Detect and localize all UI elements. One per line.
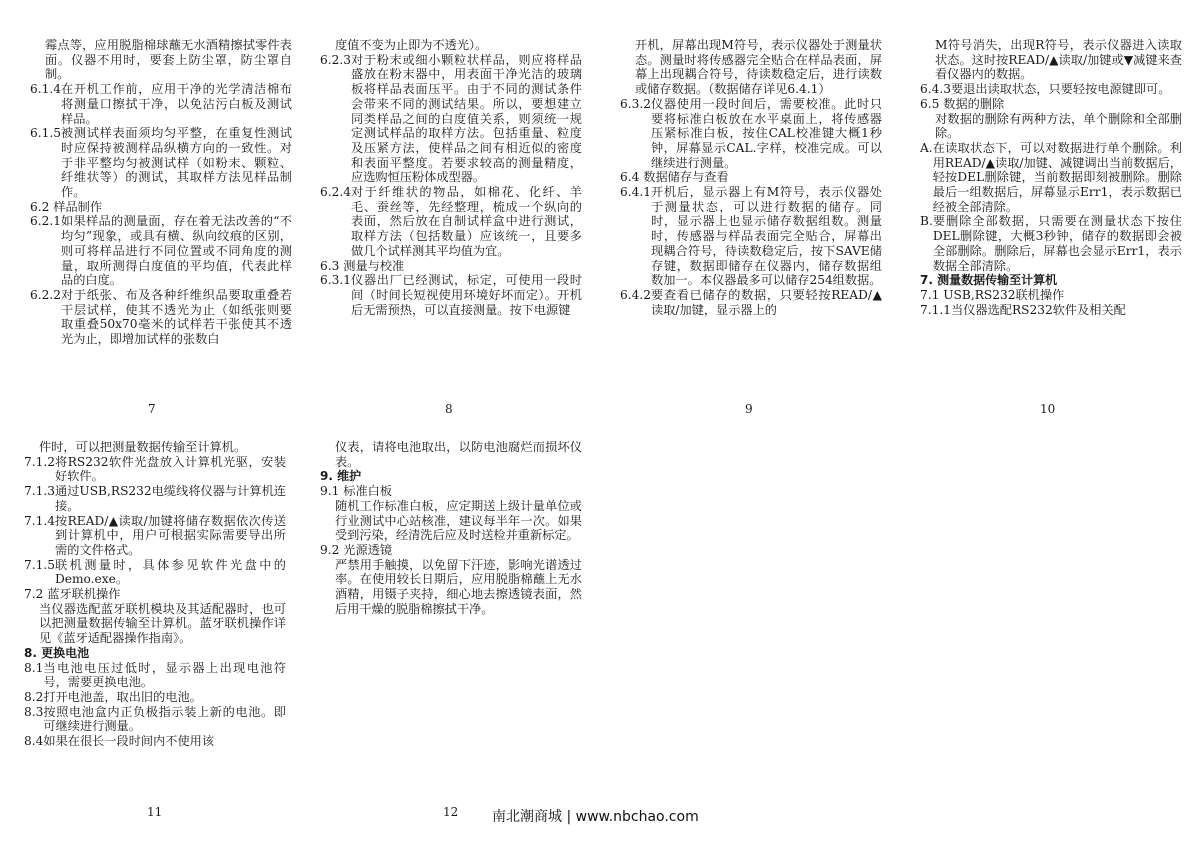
page-10-column <box>920 38 1182 317</box>
continuation-text: 开机，屏幕出现M符号，表示仪器处于测量状态。测量时将传感器完全贴合在样品表面，屏幕上出现耦合符号，待读数稳定后，进行读数或储存数据。（数据储存详见6.4.1） <box>635 38 882 97</box>
page-number-9: 9 <box>745 402 753 416</box>
heading-7-1: 7.1 USB,RS232联机操作 <box>920 287 1065 302</box>
page-number-10: 10 <box>1040 402 1056 416</box>
section-6-4-1: 6.4.1 开机后，显示器上有M符号，表示仪器处于测量状态，可以进行数据的储存。同时，显示器上也显示储存数据组数。测量时，传感器与样品表面完全贴合，屏幕出现耦合符号，待读数稳定后，按下SAVE储存键，数据即储存在仪器内，储存数据组数加一。本仪器最多可以储存254组数据。 <box>620 185 882 288</box>
section-6-5-a: A. 在读取状态下，可以对数据进行单个删除。利用READ/▲读取/加键、减键调出当前数据后，轻按DEL删除键，当前数据即刻被删除。删除最后一组数据后，屏幕显示Err1，表示数据已经被全部清除。 <box>920 140 1182 214</box>
section-6-2-4: 6.2.4 对于纤维状的物品，如棉花、化纤、羊毛、蚕丝等，先经整理，梳成一个纵向的表面，然后放在自制试样盒中进行测试，取样方法（包括数量）应该统一，且要多做几个试样测其平均值为宜。 <box>320 185 582 258</box>
page-12-column <box>320 440 582 616</box>
heading-6-4: 6.4 数据储存与查看 <box>620 170 729 185</box>
heading-7: 7. 测量数据传输至计算机 <box>920 273 1058 288</box>
continuation-text: 度值不变为止即为不透光）。 <box>335 38 488 52</box>
heading-7-2: 7.2 蓝牙联机操作 <box>24 587 121 602</box>
heading-9-1: 9.1 标准白板 <box>320 484 393 499</box>
section-8-1: 8.1 当电池电压过低时，显示器上出现电池符号，需要更换电池。 <box>24 660 286 690</box>
page-number-7: 7 <box>148 402 156 416</box>
section-6-2-2: 6.2.2 对于纸张、布及各种纤维织品要取重叠若干层试样，使其不透光为止（如纸张则要取重叠50x70毫米的试样若干张使其不透光为止，即增加试样的张数白 <box>30 287 292 347</box>
section-6-3-2: 6.3.2 仪器使用一段时间后，需要校准。此时只要将标准白板放在水平桌面上，将传感器压紧标准白板，按住CAL校准键大概1秒钟，屏幕显示CAL.字样，校准完成。可以继续进行测量。 <box>620 96 882 170</box>
section-7-1-4: 7.1.4 按READ/▲读取/加键将储存数据依次传送到计算机中，用户可根据实际需要导出所需的文件格式。 <box>24 513 286 557</box>
section-6-5-intro: 对数据的删除有两种方法，单个删除和全部删除。 <box>935 111 1182 141</box>
heading-6-3: 6.3 测量与校准 <box>320 258 405 273</box>
page-11-column <box>24 440 286 749</box>
section-7-1-3: 7.1.3 通过USB,RS232电缆线将仪器与计算机连接。 <box>24 484 286 513</box>
section-6-1-5: 6.1.5 被测试样表面须均匀平整，在重复性测试时应保持被测样品纵横方向的一致性。对于非平整均匀被测试样（如粉末、颗粒、纤维状等）的测试，其取样方法见样品制作。 <box>30 126 292 200</box>
section-9-2-body: 严禁用手触摸，以免留下汗迹，影响光谱透过率。在使用较长日期后，应用脱脂棉蘸上无水酒精，用镊子夹持，细心地去擦透镜表面，然后用干燥的脱脂棉擦拭干净。 <box>335 557 582 616</box>
section-7-2-body: 当仪器选配蓝牙联机模块及其适配器时，也可以把测量数据传输至计算机。蓝牙联机操作详见《蓝牙适配器操作指南》。 <box>39 601 286 646</box>
page-number-12: 12 <box>443 805 459 819</box>
section-6-1-4: 6.1.4 在开机工作前，应用干净的光学清洁棉布将测量口擦拭干净，以免沾污白板及测试样品。 <box>30 82 292 126</box>
continuation-text: 件时，可以把测量数据传输至计算机。 <box>39 440 247 454</box>
page-9-column <box>620 38 882 317</box>
section-9-1-body: 随机工作标准白板，应定期送上级计量单位或行业测试中心站核准，建议每半年一次。如果受到污染，经清洗后应及时送检并重新标定。 <box>335 498 582 543</box>
section-7-1-5: 7.1.5 联机测量时，具体参见软件光盘中的Demo.exe。 <box>24 557 286 587</box>
section-7-1-1: 7.1.1 当仪器选配RS232软件及相关配 <box>920 302 1126 317</box>
section-8-4: 8.4 如果在很长一段时间内不使用该 <box>24 734 215 749</box>
heading-6-2: 6.2 样品制作 <box>30 199 103 214</box>
section-8-3: 8.3 按照电池盒内正负极指示装上新的电池。即可继续进行测量。 <box>24 704 286 734</box>
section-7-1-2: 7.1.2 将RS232软件光盘放入计算机光驱，安装好软件。 <box>24 454 286 484</box>
section-6-5-b: B. 要删除全部数据，只需要在测量状态下按住DEL删除键，大概3秒钟，储存的数据即会被全部删除。删除后，屏幕也会显示Err1，表示数据全部清除。 <box>920 214 1182 273</box>
page-number-8: 8 <box>445 402 453 416</box>
continuation-text: 仪表，请将电池取出，以防电池腐烂而损坏仪表。 <box>335 440 582 469</box>
heading-6-5: 6.5 数据的删除 <box>920 96 1005 111</box>
section-6-4-3: 6.4.3 要退出读取状态，只要轻按电源键即可。 <box>920 82 1171 97</box>
heading-9: 9. 维护 <box>320 469 362 484</box>
section-6-3-1: 6.3.1 仪器出厂已经测试，标定，可使用一段时间（时间长短视使用环境好坏而定）。开机后无需预热，可以直接测量。按下电源键 <box>320 273 582 317</box>
continuation-text: M符号消失，出现R符号，表示仪器进入读取状态。这时按READ/▲读取/加键或▼减键来查看仪器内的数据。 <box>935 38 1182 82</box>
section-6-4-2: 6.4.2 要查看已储存的数据，只要轻按READ/▲读取/加键，显示器上的 <box>620 287 882 317</box>
footer-watermark: 南北潮商城 | www.nbchao.com <box>492 809 699 825</box>
page-7-column <box>30 38 292 347</box>
section-8-2: 8.2 打开电池盖，取出旧的电池。 <box>24 689 202 704</box>
page-8-column <box>320 38 582 317</box>
continuation-text: 霉点等，应用脱脂棉球蘸无水酒精擦拭零件表面。仪器不用时，要套上防尘罩，防尘罩自制。 <box>45 38 292 82</box>
section-6-2-3: 6.2.3 对于粉末或细小颗粒状样品，则应将样品盛放在粉末器中，用表面干净光洁的玻璃板将样品表面压平。由于不同的测试条件会带来不同的测试结果。所以，要想建立同类样品之间的白度值关系，则须统一规定测试样品的取样方法。包括重量、粒度及压紧方法，使样品之间有相近似的密度和表面平整度。若要求较高的测量精度，应选购恒压粉体成型器。 <box>320 52 582 185</box>
section-6-2-1: 6.2.1 如果样品的测量面，存在着无法改善的“不均匀”现象，或具有横、纵向纹痕的区别，则可将样品进行不同位置或不同角度的测量，取所测得白度值的平均值，代表此样品的白度。 <box>30 214 292 288</box>
heading-9-2: 9.2 光源透镜 <box>320 542 393 557</box>
heading-8: 8. 更换电池 <box>24 645 90 660</box>
page-number-11: 11 <box>147 805 163 819</box>
